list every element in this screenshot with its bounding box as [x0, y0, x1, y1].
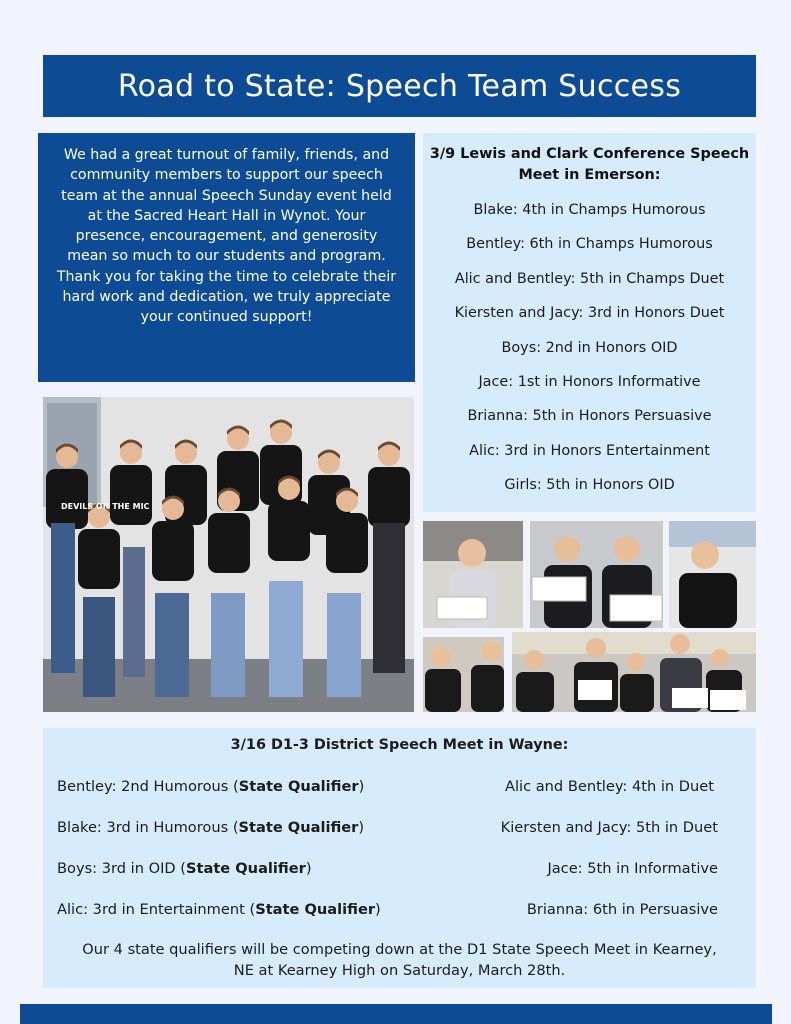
district-row	[57, 901, 718, 918]
award-photo-4	[423, 637, 504, 712]
district-left-result: Bentley: 2nd Humorous (State Qualifier)	[57, 778, 365, 795]
footer-bar	[20, 1004, 772, 1024]
award-photo-5	[512, 632, 756, 712]
conference-result: Boys: 2nd in Honors OID	[501, 339, 678, 356]
award-photo-2	[530, 521, 663, 628]
district-results-box	[43, 728, 756, 988]
conference-title: 3/9 Lewis and Clark Conference Speech Meet in Emerson:	[429, 146, 750, 183]
conference-result: Blake: 4th in Champs Humorous	[473, 202, 706, 218]
award-photo-1	[423, 521, 523, 628]
page-banner	[43, 55, 756, 117]
district-title: 3/16 D1-3 District Speech Meet in Wayne:	[230, 737, 569, 753]
district-right-result: Jace: 5th in Informative	[547, 860, 718, 877]
district-left-result: Alic: 3rd in Entertainment (State Qualifier)	[57, 901, 381, 918]
team-photo	[43, 397, 414, 712]
district-left-result: Blake: 3rd in Humorous (State Qualifier)	[57, 819, 365, 836]
district-footer-note: Our 4 state qualifiers will be competing down at the D1 State Speech Meet in Kearney, NE at Kearney High on Saturday, March 28th.	[82, 941, 717, 979]
conference-result: Bentley: 6th in Champs Humorous	[466, 236, 713, 253]
district-row	[57, 778, 718, 795]
district-right-result: Brianna: 6th in Persuasive	[526, 901, 718, 918]
intro-box	[38, 133, 415, 382]
district-row	[57, 819, 718, 836]
district-left-result: Boys: 3rd in OID (State Qualifier)	[57, 860, 312, 877]
conference-result: Brianna: 5th in Honors Persuasive	[467, 408, 712, 425]
award-photo-3	[669, 521, 756, 628]
conference-result: Alic and Bentley: 5th in Champs Duet	[454, 270, 725, 287]
conference-result: Jace: 1st in Honors Informative	[478, 373, 701, 390]
district-row	[57, 860, 718, 877]
page-title: Road to State: Speech Team Success	[117, 68, 682, 104]
conference-result: Girls: 5th in Honors OID	[504, 477, 675, 494]
conference-result: Alic: 3rd in Honors Entertainment	[469, 442, 710, 459]
district-right-result: Kiersten and Jacy: 5th in Duet	[500, 819, 718, 836]
district-right-result: Alic and Bentley: 4th in Duet	[504, 778, 714, 795]
shirt-text: DEVILS ON THE MIC	[61, 502, 150, 511]
conference-result: Kiersten and Jacy: 3rd in Honors Duet	[454, 305, 725, 322]
intro-text: We had a great turnout of family, friends, and community members to support our speech team at the annual Speech Sunday event held at the Sacred Heart Hall in Wynot. Your presence, encouragement, and generosity mean so much to our students and program. Thank you for taking the time to celebrate their hard work and dedication, we truly appreciate your continued support!	[56, 147, 397, 326]
conference-results-box	[423, 133, 756, 512]
